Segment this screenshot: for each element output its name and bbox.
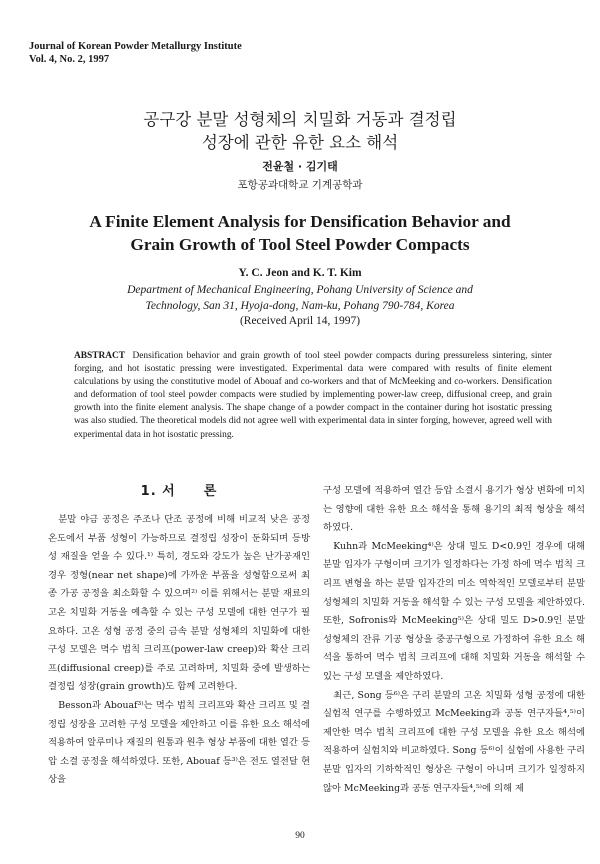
- left-column: [48, 482, 310, 790]
- english-title: [0, 211, 600, 256]
- korean-authors: 전윤철 · 김기태: [262, 160, 338, 173]
- korean-affiliation: 포항공과대학교 기계공학과: [237, 179, 363, 191]
- right-column: [323, 482, 585, 798]
- body-paragraph: 구성 모델에 적용하여 열간 등압 소결시 용기가 형상 변화에 미치는 영향에 대한 유한 요소 해석을 통해 용기의 최적 형상을 해석하였다.: [323, 485, 585, 534]
- english-title-line1: A Finite Element Analysis for Densification Behavior and: [89, 212, 511, 231]
- section-heading-introduction: 1. 서 론: [140, 484, 218, 499]
- journal-name: Journal of Korean Powder Metallurgy Institute: [29, 41, 242, 52]
- english-affiliation-line1: Department of Mechanical Engineering, Pohang University of Science and: [127, 284, 473, 296]
- korean-title-line1: 공구강 분말 성형체의 치밀화 거동과 결정립: [143, 110, 457, 129]
- english-title-line2: Grain Growth of Tool Steel Powder Compacts: [130, 234, 470, 254]
- body-paragraph: Kuhn과 McMeeking⁴⁾은 상대 밀도 D<0.9인 경우에 대해 분말 입자가 구형이며 크기가 일정하다는 가정 하에 멱수 법칙 크리프 변형을 하는 분말 입자간의 미소 역학적인 모델로부터 분말 성형체의 치밀화 거동을 해석할 수 있는 구성 모델을 제안하였다. 또한, Sofronis와 McMeeking⁵⁾은 상대 밀도 D>0.9인 분말 성형체의 잔류 기공 형상을 중공구형으로 가정하여 유한 요소 해석을 통하여 멱수 법칙 크리프에 대해 치밀화 거동을 해석할 수 있는 구성 모델을 제안하였다.: [323, 540, 585, 682]
- journal-header: [29, 40, 242, 66]
- abstract-label: ABSTRACT: [74, 351, 126, 361]
- abstract-text: Densification behavior and grain growth of tool steel powder compacts during pressureless sintering, sinter forging, and hot isostatic pressing were investigated. Experimental data were compared with results of finite element calculations by using the constitutive model of Abouaf and co-workers and that of McMeeking and co-workers. Densification and deformation of tool steel powder compacts were studied by implementing power-law creep, diffusional creep, and grain growth into the finite element analysis. The shape change of a powder compact in the container during hot isostatic pressing was also studied. The theoretical models did not agree well with experimental data in sinter forging, however, agreed well with experimental data in hot isostatic pressing.: [74, 351, 552, 440]
- body-paragraph: 최근, Song 등⁶⁾은 구리 분말의 고온 치밀화 성형 공정에 대한 실험적 연구를 수행하였고 McMeeking과 공동 연구자들⁴,⁵⁾이 제안한 멱수 법칙 크리프에 대한 구성 모델을 유한 요소 해석에 적용하여 실험치와 비교하였다. Song 등⁶⁾이 실험에 사용한 구리 분말 입자의 기하학적인 형상은 구형이 아니며 크기가 일정하지 않아 McMeeking과 공동 연구자들⁴,⁵⁾에 의해 제: [323, 689, 585, 794]
- journal-volume: Vol. 4, No. 2, 1997: [29, 54, 110, 65]
- korean-title: [0, 108, 600, 154]
- english-authors: Y. C. Jeon and K. T. Kim: [238, 267, 362, 279]
- korean-title-line2: 성장에 관한 유한 요소 해석: [201, 133, 399, 152]
- english-affiliation: [0, 282, 600, 314]
- abstract: [74, 350, 552, 442]
- english-affiliation-line2: Technology, San 31, Hyoja-dong, Nam-ku, Pohang 790-784, Korea: [145, 300, 455, 312]
- received-date: (Received April 14, 1997): [239, 315, 361, 327]
- body-paragraph: Besson과 Abouaf³⁾는 멱수 법칙 크리프와 확산 크리프 및 결정립 성장을 고려한 구성 모델을 제안하고 이를 유한 요소 해석에 적용하여 알루미나 재질의 원통과 원추 형상 부품에 대한 열간 등압 소결 공정을 해석하였다. 또한, Abouaf 등³⁾은 전도 열전달 현상을: [48, 699, 310, 786]
- body-paragraph: 분말 야금 공정은 주조나 단조 공정에 비해 비교적 낮은 공정 온도에서 부품 성형이 가능하므로 결정립 성장이 둔화되며 등방성 재질을 얻을 수 있다.¹⁾ 특히, 경도와 강도가 높은 난가공재인 경우 정형(near net shape)에 가까운 부품을 성형함으로써 최종 가공 공정을 최소화할 수 있으며²⁾ 이를 위해서는 분말 재료의 고온 치밀화 거동을 예측할 수 있는 구성 모델에 대한 연구가 필요하다. 고온 성형 공정 중의 금속 분말 성형체의 치밀화에 대한 구성 모델은 멱수 법칙 크리프(power-law creep)와 확산 크리프(diffusional creep)를 주로 고려하며, 치밀화 중에 발생하는 결정립 성장(grain growth)도 함께 고려한다.: [48, 514, 310, 693]
- page-number: 90: [295, 831, 305, 841]
